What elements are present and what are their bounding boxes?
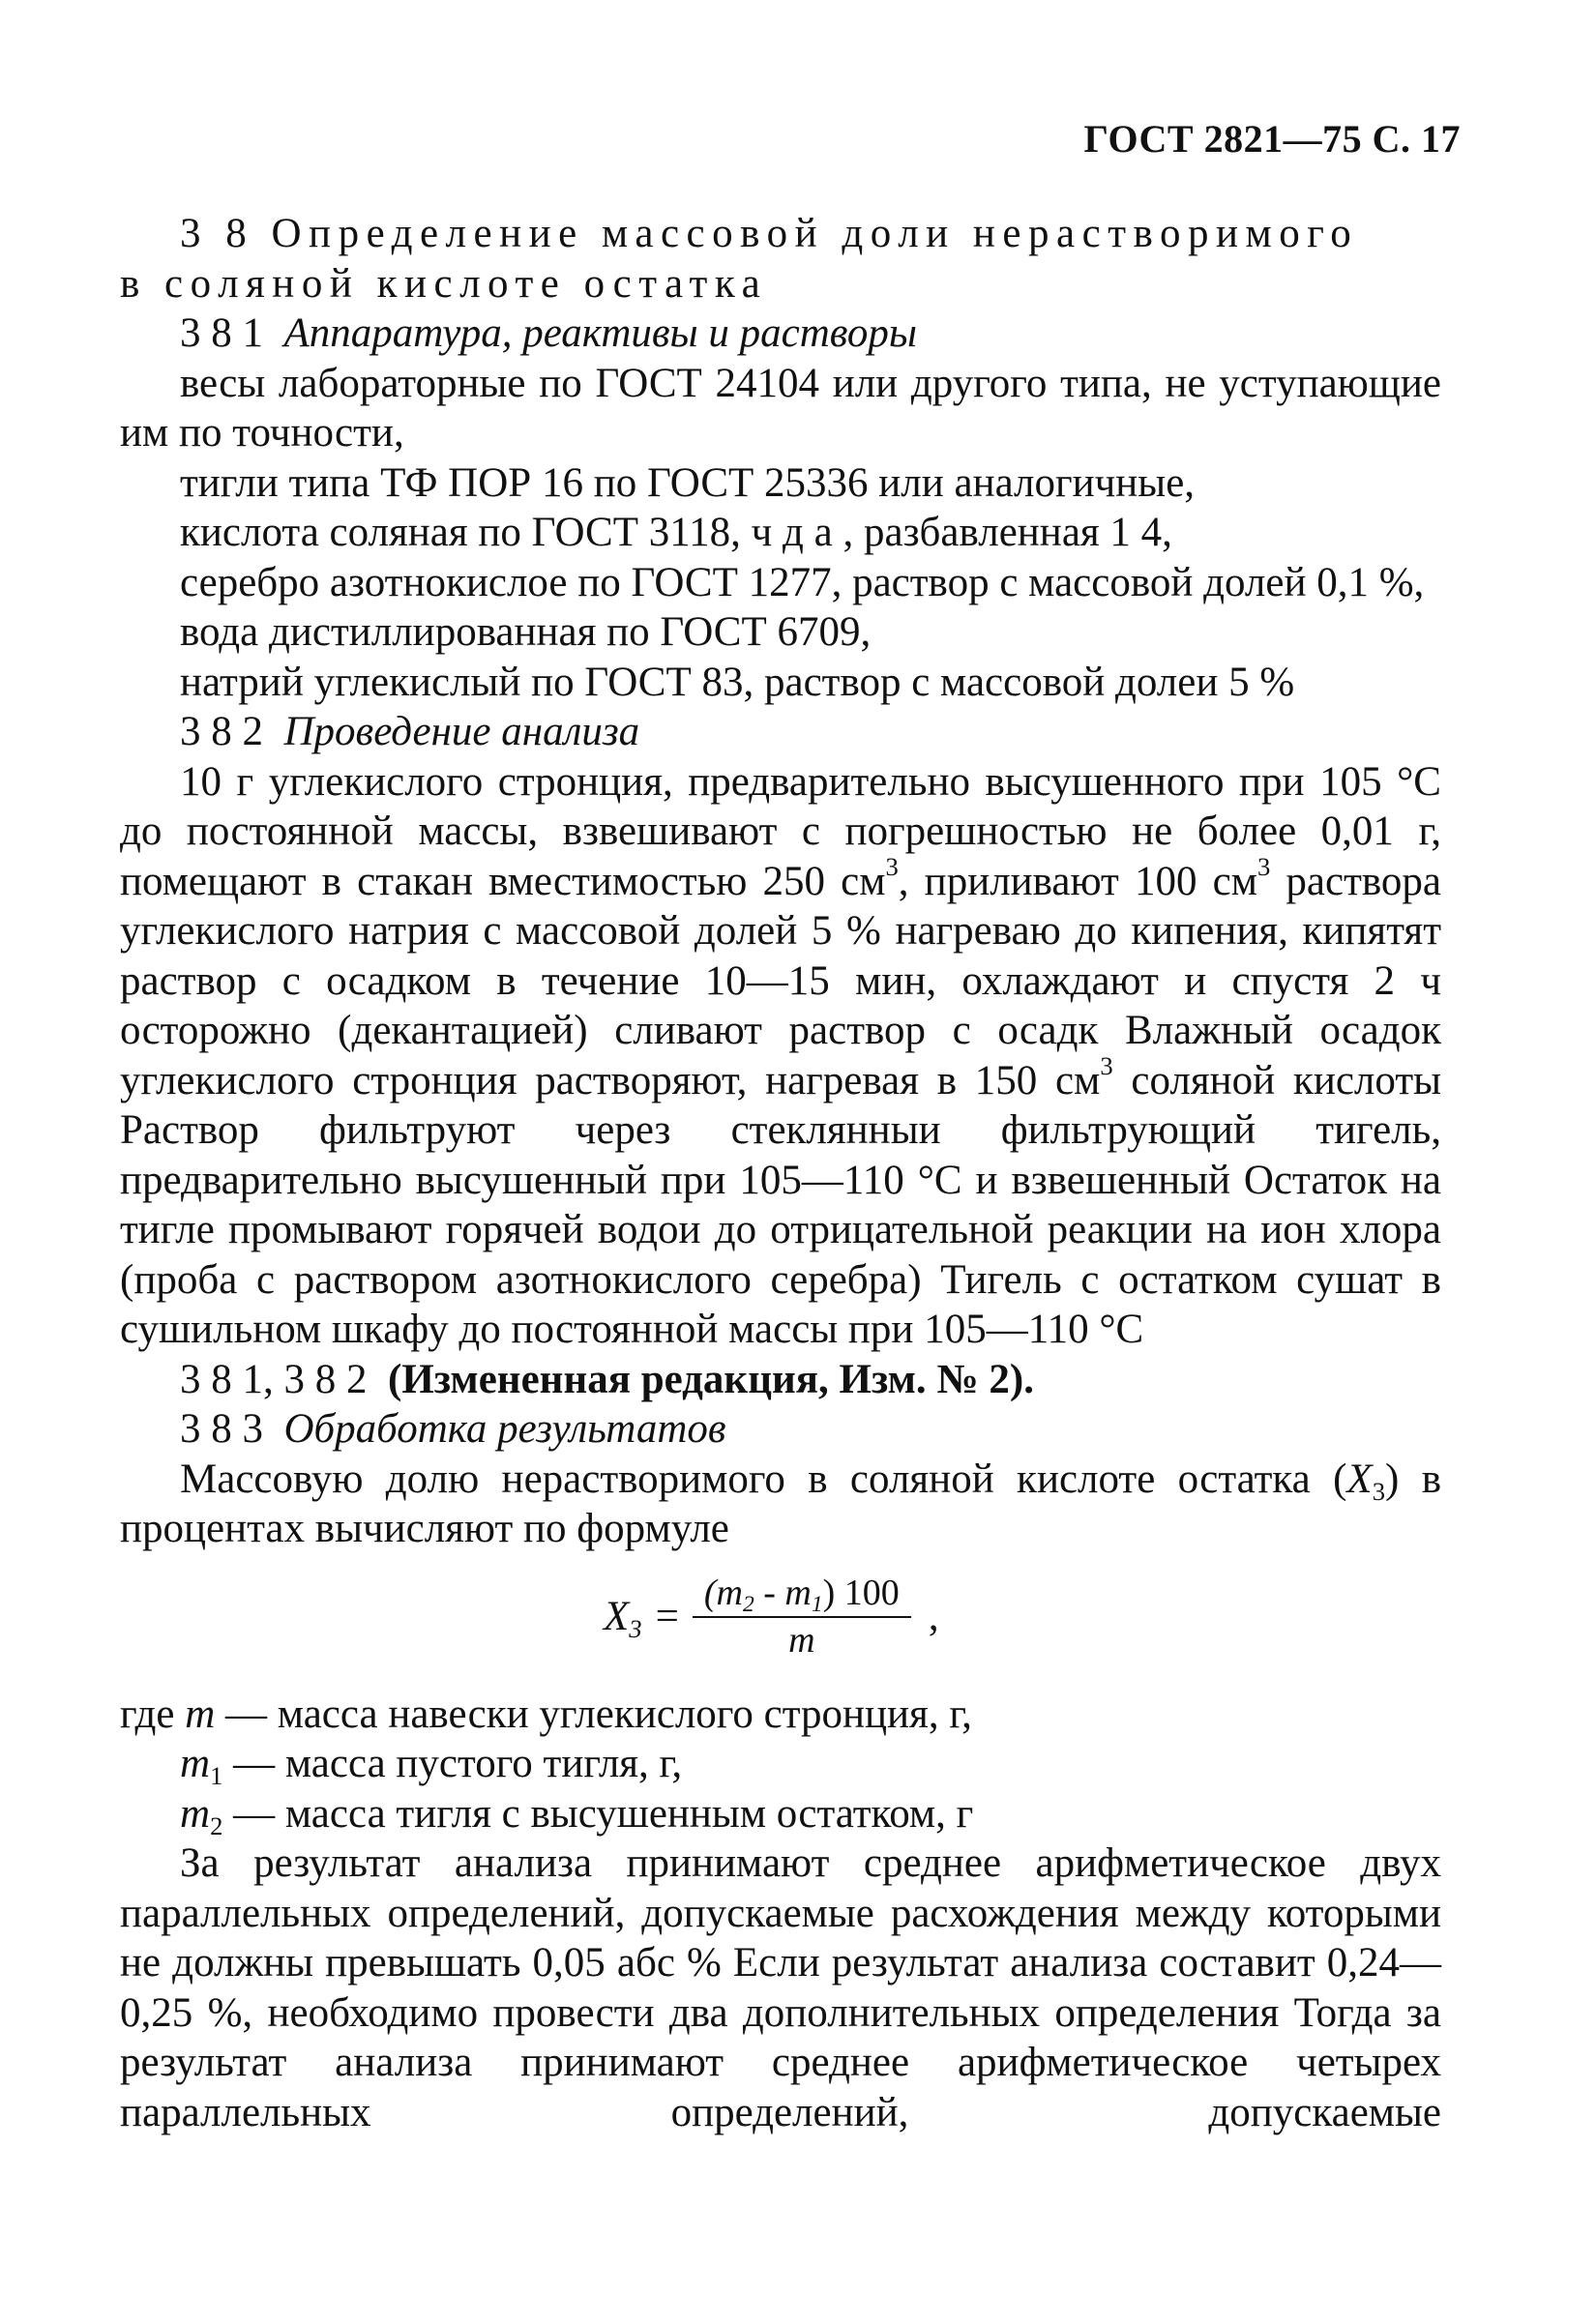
list-item: весы лабораторные по ГОСТ 24104 или другого типа, не уступающие им по точности, (120, 360, 1441, 456)
result-paragraph: За результат анализа принимают среднее арифметическое двух параллельных определений, допускаемые расхождения между которыми не должны превышать 0,05 абс % Если результат анализа составит 0,24—0,25 %, необходимо провести два дополнительных определения Тогда за результат анализа принимают среднее арифметическое четырех параллельных определений, допускаемые (120, 1840, 1441, 2135)
formula-fraction (693, 1572, 911, 1662)
list-item: кислота соляная по ГОСТ 3118, ч д а , разбавленная 1 4, (180, 510, 1172, 555)
list-item: серебро азотнокислое по ГОСТ 1277, раствор с массовой долей 0,1 %, (180, 559, 1425, 605)
subsection-heading-procedure: 3 8 2 Проведение анализа (180, 709, 640, 754)
legend-m2: $m_2$ — масса тигля с высушенным остатком, г (180, 1790, 974, 1840)
page-header: ГОСТ 2821—75 С. 17 (1083, 117, 1461, 161)
subsection-heading-apparatus: 3 8 1 Аппаратура, реактивы и растворы (180, 310, 918, 356)
amendment-note: 3 8 1, 3 8 2 (Измененная редакция, Изм. № 2). (180, 1356, 1034, 1402)
subsection-heading-results: 3 8 3 Обработка результатов (180, 1406, 726, 1452)
list-item: натрий углекислый по ГОСТ 83, раствор с массовой долеи 5 % (180, 659, 1295, 705)
list-item: вода дистиллированная по ГОСТ 6709, (180, 609, 872, 655)
formula-numerator: $(m_2 - m_1)$ 100 (693, 1572, 911, 1618)
procedure-paragraph: 10 г углекислого стронция, предварительно высушенного при 105 °С до постоянной массы, взвешивают с погрешностью не более 0,01 г, помещают в стакан вместимостью 250 $см^3$, приливают 100 $см^3$ раствора углекислого натрия с массовой долей 5 % нагреваю до кипения, кипятят раствор с осадком в течение 10—15 мин, охлаждают и спустя 2 ч осторожно (декантацией) сливают раствор с осадк Влажный осадок углекислого стронция растворяют, нагревая в 150 $см^3$ соляной кислоты Раствор фильтруют через стеклянныи фильтрующий тигель, предварительно высушенный при 105—110 °С и взвешенный Остаток на тигле промывают горячей водои до отрицательной реакции на ион хлора (проба с раствором азотнокислого серебра) Тигель с остатком сушат в сушильном шкафу до постоянной массы при 105—110 °С (120, 758, 1442, 1352)
formula-intro: Массовую долю нерастворимого в соляной кислоте остатка $(X_3)$ в процентах вычисляют по формуле (120, 1456, 1441, 1551)
formula-denominator: m (788, 1619, 815, 1661)
legend-where: где m — масса навески углекислого стронция, г, (120, 1691, 972, 1737)
list-item: тигли типа ТФ ПОР 16 по ГОСТ 25336 или аналогичные, (180, 459, 1196, 506)
formula-block (120, 1554, 1441, 1690)
legend-m1: $m_1$ — масса пустого тигля, г, (180, 1741, 683, 1790)
formula: $X_3$ = $\frac{(m_2 - m_1) 100}{m}$ , (604, 1572, 939, 1661)
section-title: 3 8 Определение массовой доли нерастворимого в соляной кислоте остатка (120, 211, 1359, 307)
document-body (120, 209, 1441, 2137)
